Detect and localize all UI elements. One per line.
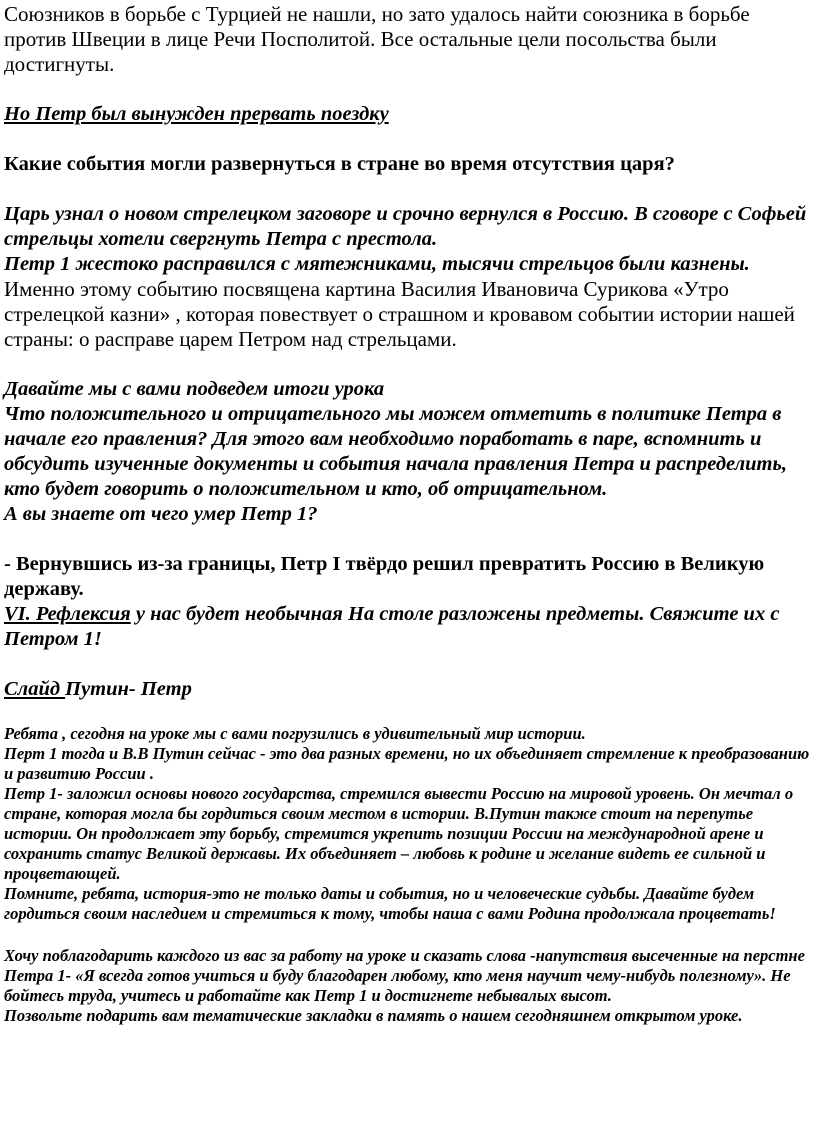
surikov-painting-text: Именно этому событию посвящена картина Василия Ивановича Сурикова «Утро стрелецкой казни» , которая повествует о страшном и кровавом событии истории нашей страны: о расправе царем Петром над стрельцами.: [4, 277, 795, 351]
paragraph-thanks: Хочу поблагодарить каждого из вас за работу на уроке и сказать слова -напутствия высеченные на перстне Петра 1- «Я всегда готов учиться и буду благодарен любому, кто меня научит чему-нибудь полезному». Не бойтесь труда, учитесь и работайте как Петр 1 и достигнете небывалых высот.: [4, 946, 805, 1005]
reflection-heading: VI. Рефлексия: [4, 603, 131, 625]
question-events: Какие события могли развернуться в стране во время отсутствия царя?: [4, 153, 675, 175]
paragraph-reflection: [4, 602, 810, 652]
paragraph-alliance: Союзников в борьбе с Турцией не нашли, но зато удалось найти союзника в борьбе против Швеции в лице Речи Посполитой. Все остальные цели посольства были достигнуты.: [4, 2, 750, 76]
slide-title: Путин- Петр: [65, 678, 192, 700]
conspiracy-text: Царь узнал о новом стрелецком заговоре и срочно вернулся в Россию. В сговоре с Софьей стрельцы хотели свергнуть Петра с престола.: [4, 203, 807, 250]
summary-question: А вы знаете от чего умер Петр 1?: [4, 503, 318, 525]
paragraph-bookmarks: Позвольте подарить вам тематические закладки в память о нашем сегодняшнем открытом уроке.: [4, 1006, 743, 1025]
paragraph-two-times: Перт 1 тогда и В.В Путин сейчас - это два разных времени, но их объединяет стремление к преобразованию и развитию России .: [4, 744, 810, 783]
paragraph-summary: [4, 377, 810, 527]
paragraph-great-power: - Вернувшись из-за границы, Петр I твёрдо решил превратить Россию в Великую державу.: [4, 553, 765, 600]
paragraph-remember: Помните, ребята, история-это не только даты и события, но и человеческие судьбы. Давайте будем гордиться своим наследием и стремиться к тому, чтобы наша с вами Родина продолжала процветать!: [4, 884, 776, 923]
paragraph-intro: Ребята , сегодня на уроке мы с вами погрузились в удивительный мир истории.: [4, 724, 586, 743]
paragraph-peter-putin: Петр 1- заложил основы нового государства, стремился вывести Россию на мировой уровень. Он мечтал о стране, которая могла бы гордиться своим местом в истории. В.Путин также стоит на перепутье истории. Он продолжает эту борьбу, стремится укрепить позиции России на международной арене и сохранить статус Великой державы. Их объединяет – любовь к родине и желание видеть ее сильной и процветающей.: [4, 784, 794, 883]
slide-label: Слайд: [4, 678, 66, 700]
execution-text: Петр 1 жестоко расправился с мятежниками, тысячи стрельцов были казнены.: [4, 253, 750, 275]
slide-heading: [4, 677, 810, 702]
reflection-text: у нас будет необычная На столе разложены предметы. Свяжите их с Петром 1!: [4, 603, 780, 650]
heading-trip-interrupted: Но Петр был вынужден прервать поездку: [4, 103, 389, 125]
summary-title: Давайте мы с вами подведем итоги урока: [4, 378, 385, 400]
summary-body: Что положительного и отрицательного мы можем отметить в политике Петра в начале его правления? Для этого вам необходимо поработать в паре, вспомнить и обсудить изученные документы и события начала правления Петра и распределить, кто будет говорить о положительном и кто, об отрицательном.: [4, 403, 787, 500]
paragraph-streltsy-conspiracy: [4, 202, 810, 352]
